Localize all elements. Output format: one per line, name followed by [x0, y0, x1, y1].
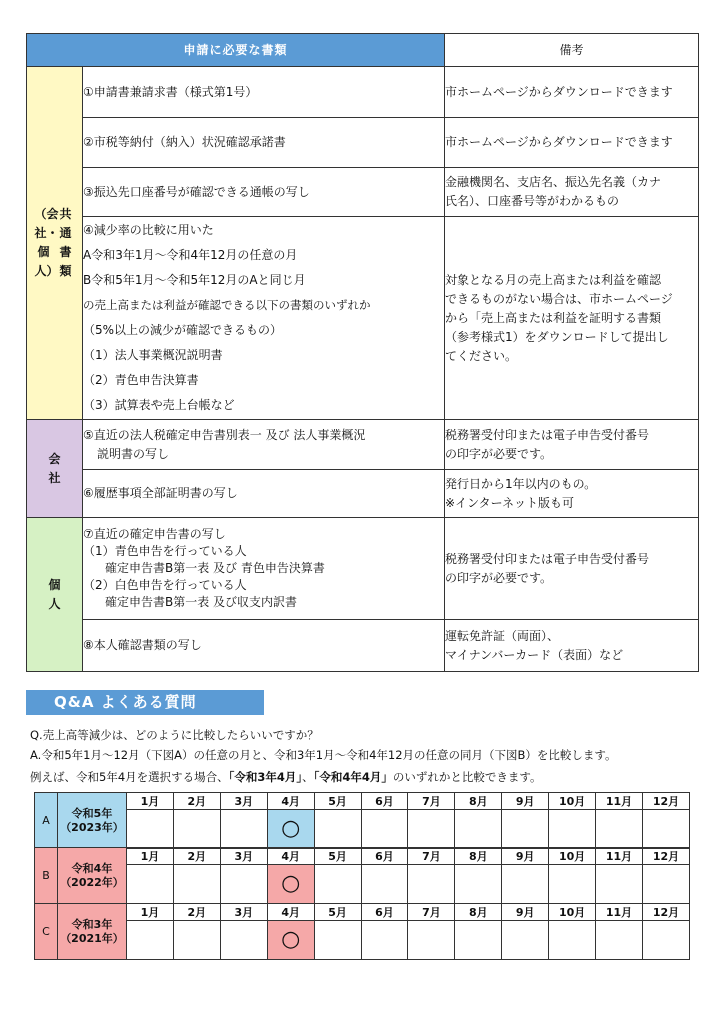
document-note: 金融機関名、支店名、振込先名義（カナ 氏名）、口座番号等がわかるもの [445, 168, 699, 217]
table-header-row [27, 34, 699, 67]
calendar-cell [173, 921, 220, 960]
calendar-month-header-row [35, 848, 690, 865]
calendar-month-label: 5月 [314, 793, 361, 810]
calendar-month-header-row [35, 793, 690, 810]
calendar-month-label: 10月 [549, 904, 596, 921]
calendar-month-label: 8月 [455, 848, 502, 865]
calendar-cell [502, 810, 549, 849]
document-item: ①申請書兼請求書（様式第1号） [83, 67, 445, 118]
calendar-cell [267, 865, 314, 904]
calendar-month-label: 9月 [502, 848, 549, 865]
calendar-month-label: 7月 [408, 848, 455, 865]
calendar-cell [596, 921, 643, 960]
calendar-cell [220, 865, 267, 904]
calendar-cell [314, 865, 361, 904]
calendar-cell [173, 865, 220, 904]
required-documents-table [26, 33, 699, 672]
calendar-cell [455, 810, 502, 849]
calendar-year: 令和3年 （2021年） [58, 904, 127, 960]
calendar-cell [642, 865, 689, 904]
calendar-month-label: 3月 [220, 793, 267, 810]
calendar-cell [127, 921, 174, 960]
header-notes: 備考 [445, 34, 699, 67]
calendar-month-label: 11月 [596, 793, 643, 810]
document-item: ④減少率の比較に用いた A令和3年1月～令和4年12月の任意の月 B令和5年1月～令和5年12月のAと同じ月 の売上高または利益が確認できる以下の書類のいずれか （5%以上の減少が確認できるもの） （1）法人事業概況説明書 （2）青色申告決算書 （3）試算表や売上台帳など [83, 217, 445, 420]
calendar-cell [314, 810, 361, 849]
qa-answer: A.令和5年1月～12月（下図A）の任意の月と、令和3年1月～令和4年12月の任意の同月（下図B）を比較します。 [30, 748, 617, 762]
calendar-cell [408, 865, 455, 904]
document-item: ③振込先口座番号が確認できる通帳の写し [83, 168, 445, 217]
calendar-cell [502, 921, 549, 960]
table-row [27, 620, 699, 672]
calendar-cell [549, 865, 596, 904]
document-note: 税務署受付印または電子申告受付番号 の印字が必要です。 [445, 420, 699, 470]
calendar-month-label: 4月 [267, 904, 314, 921]
calendar-cell [549, 921, 596, 960]
calendar-month-label: 5月 [314, 904, 361, 921]
calendar-month-label: 10月 [549, 793, 596, 810]
calendar-row-label: A [35, 793, 58, 849]
category-person: 個人 [27, 518, 83, 672]
calendar-month-header-row [35, 904, 690, 921]
calendar-month-label: 2月 [173, 904, 220, 921]
calendar-cell [455, 865, 502, 904]
calendar-month-label: 12月 [642, 793, 689, 810]
calendar-value-row [35, 810, 690, 849]
calendar-month-label: 3月 [220, 848, 267, 865]
calendar-table-b [34, 847, 690, 904]
table-row [27, 420, 699, 470]
calendar-cell [642, 810, 689, 849]
calendar-cell [642, 921, 689, 960]
calendar-cell [220, 810, 267, 849]
calendar-month-label: 8月 [455, 793, 502, 810]
calendar-month-label: 4月 [267, 848, 314, 865]
calendar-cell [267, 810, 314, 849]
calendar-table-c [34, 903, 690, 960]
table-row [27, 67, 699, 118]
calendar-month-label: 5月 [314, 848, 361, 865]
calendar-cell [220, 921, 267, 960]
category-common-sub: （会社・個人） [34, 207, 59, 278]
calendar-month-label: 6月 [361, 793, 408, 810]
qa-question: Q.売上高等減少は、どのように比較したらいいですか？ [30, 728, 319, 742]
calendar-month-label: 12月 [642, 904, 689, 921]
calendar-cell [408, 921, 455, 960]
selected-month-mark: ○ [281, 927, 301, 952]
calendar-month-label: 9月 [502, 904, 549, 921]
calendar-cell [127, 865, 174, 904]
calendar-month-label: 2月 [173, 793, 220, 810]
calendar-value-row [35, 865, 690, 904]
calendar-cell [361, 921, 408, 960]
calendar-month-label: 6月 [361, 904, 408, 921]
document-note: 運転免許証（両面）、 マイナンバーカード（表面）など [445, 620, 699, 672]
calendar-cell [361, 865, 408, 904]
calendar-month-label: 8月 [455, 904, 502, 921]
category-common-label: 共通書類 [59, 207, 72, 278]
category-company: 会社 [27, 420, 83, 518]
calendar-month-label: 1月 [127, 793, 174, 810]
calendar-month-label: 1月 [127, 848, 174, 865]
calendar-month-label: 11月 [596, 848, 643, 865]
calendar-cell [549, 810, 596, 849]
document-item: ⑤直近の法人税確定申告書別表一 及び 法人事業概況 説明書の写し [83, 420, 445, 470]
calendar-cell [455, 921, 502, 960]
document-item: ⑦直近の確定申告書の写し （1）青色申告を行っている人 確定申告書B第一表 及び 青色申告決算書 （2）白色申告を行っている人 確定申告書B第一表 及び収支内訳書 [83, 518, 445, 620]
calendar-cell [173, 810, 220, 849]
selected-month-mark: ○ [281, 816, 301, 841]
document-note: 発行日から1年以内のもの。 ※インターネット版も可 [445, 470, 699, 518]
calendar-cell [127, 810, 174, 849]
calendar-month-label: 1月 [127, 904, 174, 921]
calendar-table-a [34, 792, 690, 849]
calendar-cell [502, 865, 549, 904]
table-row [27, 118, 699, 168]
calendar-cell [596, 865, 643, 904]
calendar-year: 令和5年 （2023年） [58, 793, 127, 849]
calendar-month-label: 9月 [502, 793, 549, 810]
calendar-month-label: 6月 [361, 848, 408, 865]
calendar-row-label: B [35, 848, 58, 904]
calendar-year: 令和4年 （2022年） [58, 848, 127, 904]
header-required-documents: 申請に必要な書類 [27, 34, 445, 67]
table-row [27, 168, 699, 217]
calendar-value-row [35, 921, 690, 960]
calendar-month-label: 11月 [596, 904, 643, 921]
document-note: 対象となる月の売上高または利益を確認 できるものがない場合は、市ホームページ から「売上高または利益を証明する書類 （参考様式1）をダウンロードして提出し てください。 [445, 217, 699, 420]
document-note: 市ホームページからダウンロードできます [445, 67, 699, 118]
calendar-cell [408, 810, 455, 849]
table-row [27, 518, 699, 620]
category-common [27, 67, 83, 420]
calendar-month-label: 7月 [408, 793, 455, 810]
document-note: 市ホームページからダウンロードできます [445, 118, 699, 168]
qa-banner: Q&A よくある質問 [26, 690, 264, 715]
calendar-month-label: 4月 [267, 793, 314, 810]
calendar-row-label: C [35, 904, 58, 960]
document-item: ⑥履歴事項全部証明書の写し [83, 470, 445, 518]
table-row [27, 470, 699, 518]
calendar-cell [596, 810, 643, 849]
selected-month-mark: ○ [281, 871, 301, 896]
calendar-month-label: 7月 [408, 904, 455, 921]
document-item: ②市税等納付（納入）状況確認承諾書 [83, 118, 445, 168]
calendar-month-label: 10月 [549, 848, 596, 865]
calendar-cell [361, 810, 408, 849]
calendar-month-label: 2月 [173, 848, 220, 865]
calendar-cell [267, 921, 314, 960]
table-row [27, 217, 699, 420]
document-note: 税務署受付印または電子申告受付番号 の印字が必要です。 [445, 518, 699, 620]
calendar-month-label: 12月 [642, 848, 689, 865]
qa-example: 例えば、令和5年4月を選択する場合、「令和3年4月」、「令和4年4月」のいずれかと比較できます。 [30, 770, 542, 784]
calendar-cell [314, 921, 361, 960]
document-item: ⑧本人確認書類の写し [83, 620, 445, 672]
calendar-month-label: 3月 [220, 904, 267, 921]
